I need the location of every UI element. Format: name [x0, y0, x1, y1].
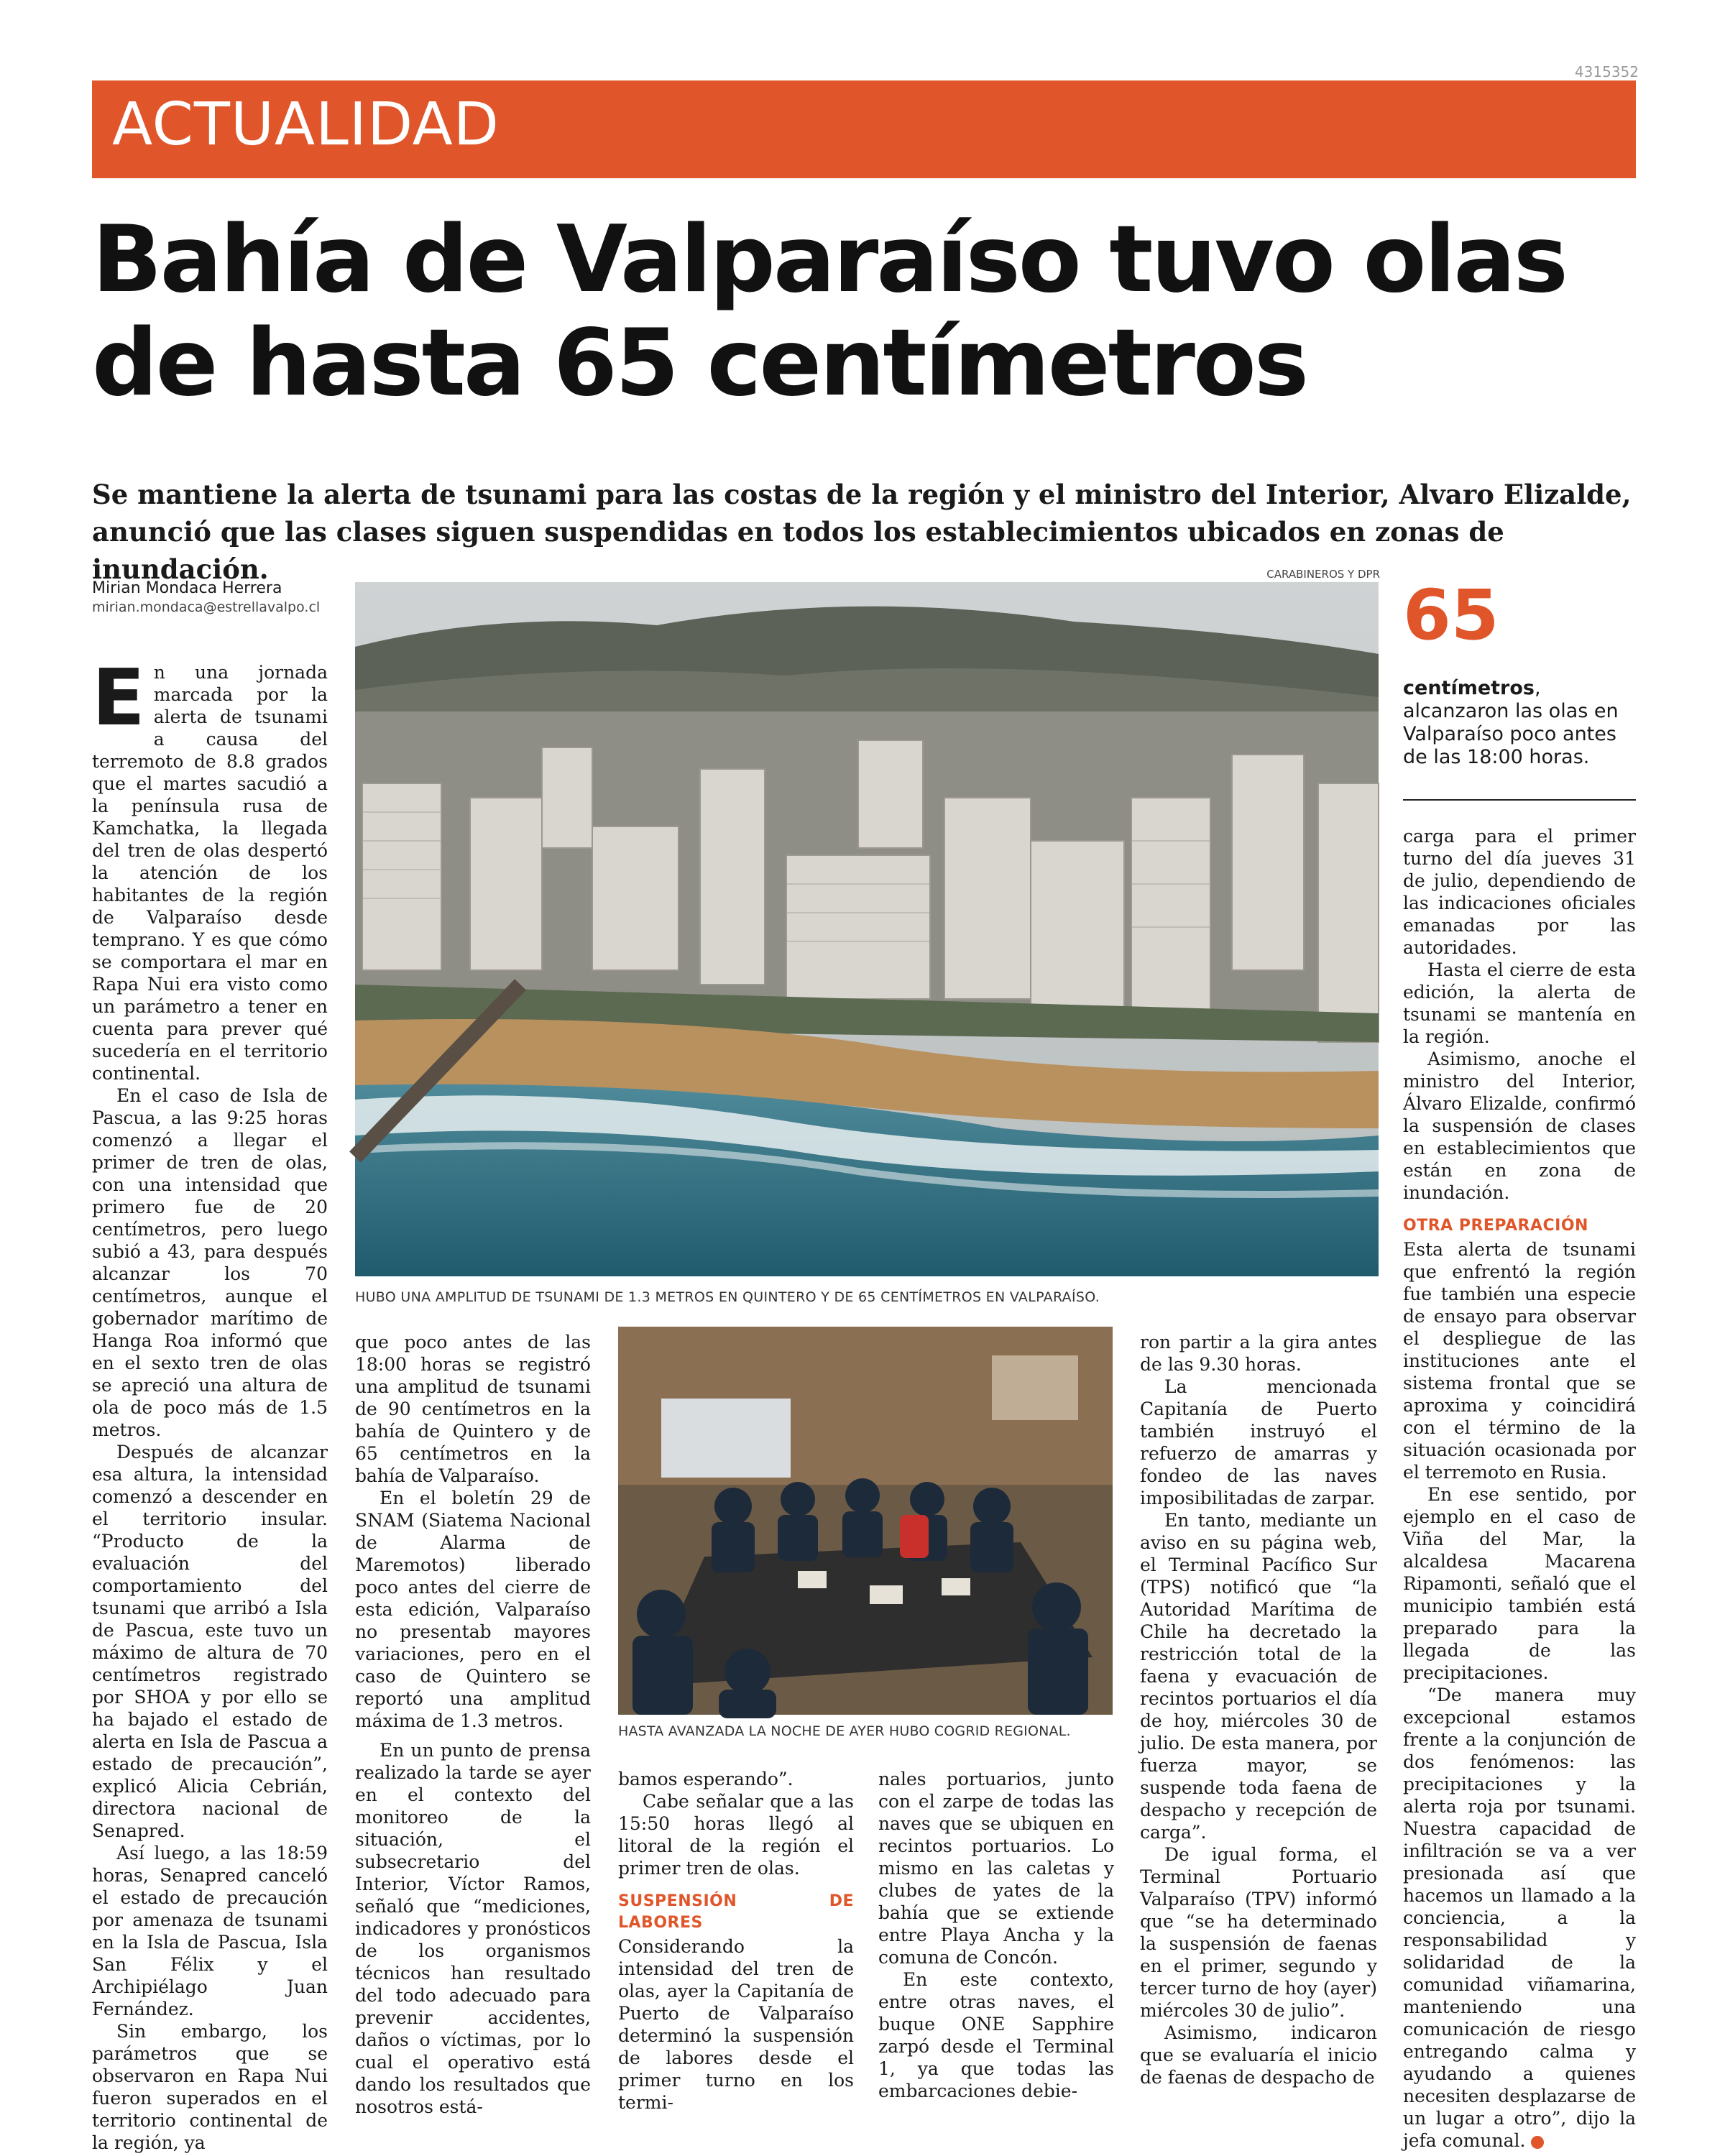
- body-column-5: [1403, 825, 1636, 2151]
- photo-caption-meeting: HASTA AVANZADA LA NOCHE DE AYER HUBO COGRID REGIONAL.: [618, 1723, 1071, 1739]
- paragraph: Después de alcanzar esa altura, la intensidad comenzó a descender en el territorio insular. “Producto de la evaluación del comportamiento del tsunami que arribó a Isla de Pascua, este tuvo un máximo de altura de 70 centímetros registrado por SHOA y por ello se ha bajado el estado de alerta en Isla de Pascua a estado de precaución”, explicó Alicia Cebrián, directora nacional de Senapred.: [92, 1442, 328, 1841]
- paragraph: [1403, 1684, 1636, 2152]
- paragraph: En tanto, mediante un aviso en su página web, el Terminal Pacífico Sur (TPS) notificó que “la Autoridad Marítima de Chile ha decretado la restricción total de la faena y evacuación de recintos portuarios el día de hoy, miércoles 30 de julio. De esta manera, por fuerza mayor, se suspende toda faena de despacho y recepción de carga”.: [1140, 1510, 1377, 1843]
- headline: [92, 208, 1636, 415]
- paragraph: que poco antes de las 18:00 horas se registró una amplitud de tsunami de 90 centímetros en la bahía de Quintero y de 65 centímetros en la bahía de Valparaíso.: [355, 1332, 591, 1486]
- body-column-4: [1140, 1331, 1377, 2122]
- body-column-3: [618, 1768, 854, 2127]
- photo-meeting-room: [618, 1327, 1113, 1715]
- dropcap: E: [92, 653, 145, 743]
- paragraph: En este contexto, entre otras naves, el buque ONE Sapphire zarpó desde el Terminal 1, ya que todas las embarcaciones debie-: [878, 1969, 1114, 2101]
- paragraph: En el boletín 29 de SNAM (Siatema Nacional de Alarma de Maremotos) liberado poco antes del cierre de esta edición, Valparaíso no presentab mayores variaciones, pero en el caso de Quintero se reportó una amplitud máxima de 1.3 metros.: [355, 1488, 591, 1731]
- paragraph: En el caso de Isla de Pascua, a las 9:25 horas comenzó a llegar el primer de tren de olas, con una intensidad que primero fue de 20 centímetros, pero luego subió a 43, para después alcanzar los 70 centímetros, aunque el gobernador marítimo de Hanga Roa informó que en el sexto tren de olas se apreció una altura de ola de poco más de 1.5 metros.: [92, 1085, 328, 1440]
- paragraph: Cabe señalar que a las 15:50 horas llegó al litoral de la región el primer tren de olas.: [618, 1791, 854, 1879]
- fact-divider: [1403, 799, 1636, 801]
- fact-text-bold: centímetros: [1403, 677, 1535, 699]
- photo-caption-main: HUBO UNA AMPLITUD DE TSUNAMI DE 1.3 METROS EN QUINTERO Y DE 65 CENTÍMETROS EN VALPARAÍSO.: [355, 1289, 1100, 1305]
- meeting-illustration: [618, 1327, 1113, 1715]
- photo-credit: CARABINEROS Y DPR: [1266, 568, 1380, 581]
- paragraph: ron partir a la gira antes de las 9.30 horas.: [1140, 1332, 1377, 1375]
- deck-summary: Se mantiene la alerta de tsunami para las costas de la región y el ministro del Interior, Alvaro Elizalde, anunció que las clases siguen suspendidas en todos los establecimientos ubicados en zonas de inundación.: [92, 479, 1632, 585]
- fact-text-rest: , alcanzaron las olas en Valparaíso poco antes de las 18:00 horas.: [1403, 677, 1619, 768]
- body-column-2-top: [355, 1331, 591, 1762]
- body-column-3c: [878, 1768, 1114, 2127]
- paragraph: De igual forma, el Terminal Portuario Valparaíso (TPV) informó que “se ha determinado la suspensión de faenas en el primer, segundo y tercer turno de hoy (ayer) miércoles 30 de julio”.: [1140, 1844, 1377, 2021]
- byline-email: mirian.mondaca@estrellavalpo.cl: [92, 599, 321, 615]
- paragraph: Considerando la intensidad del tren de olas, ayer la Capitanía de Puerto de Valparaíso determinó la suspensión de labores desde el primer turno en los termi-: [618, 1936, 854, 2113]
- fact-number: 65: [1403, 575, 1499, 655]
- section-bar: [92, 80, 1636, 178]
- aerial-coast-illustration: [355, 582, 1379, 1276]
- subhead-suspension-labores: SUSPENSIÓN DE LABORES: [618, 1892, 854, 1932]
- paragraph: carga para el primer turno del día jueves 31 de julio, dependiendo de las indicaciones oficiales emanadas por las autoridades.: [1403, 826, 1636, 958]
- paragraph: Sin embargo, los parámetros que se observaron en Rapa Nui fueron superados en el territorio continental de la región, ya: [92, 2021, 328, 2153]
- paragraph: Así luego, a las 18:59 horas, Senapred canceló el estado de precaución por amenaza de tsunami en la Isla de Pascua, Isla San Félix y el Archipiélago Juan Fernández.: [92, 1843, 328, 2019]
- end-mark-icon: +: [1531, 2136, 1544, 2149]
- photo-aerial-coast: [355, 582, 1379, 1276]
- body-column-2-bottom: [355, 1739, 591, 2127]
- paragraph-text: n una jornada marcada por la alerta de tsunami a causa del terremoto de 8.8 grados que el martes sacudió a la península rusa de Kamchatka, la llegada del tren de olas despertó la atención de los habitantes de la región de Valparaíso desde temprano. Y es que cómo se comportara el mar en Rapa Nui era visto como un parámetro a tener en cuenta para prever qué sucedería en el territorio continental.: [92, 662, 328, 1084]
- paragraph: nales portuarios, junto con el zarpe de todas las naves que se ubiquen en recintos portuarios. Lo mismo en las caletas y clubes de yates de la bahía que se extiende entre Playa Ancha y la comuna de Concón.: [878, 1769, 1114, 1968]
- headline-line-2: de hasta 65 centímetros: [92, 310, 1307, 417]
- paragraph: La mencionada Capitanía de Puerto también instruyó el refuerzo de amarras y fondeo de las naves imposibilitadas de zarpar.: [1140, 1376, 1377, 1508]
- section-label: ACTUALIDAD: [112, 91, 500, 159]
- paragraph: [92, 653, 328, 1084]
- paragraph: bamos esperando”.: [618, 1769, 794, 1789]
- page-id: 4315352: [1574, 63, 1639, 80]
- paragraph: Hasta el cierre de esta edición, la alerta de tsunami se mantenía en la región.: [1403, 959, 1636, 1047]
- paragraph: Asimismo, anoche el ministro del Interior, Álvaro Elizalde, confirmó la suspensión de clases en establecimientos que están en zona de inundación.: [1403, 1049, 1636, 1203]
- subhead-otra-preparacion: OTRA PREPARACIÓN: [1403, 1217, 1588, 1235]
- paragraph: En ese sentido, por ejemplo en el caso de Viña del Mar, la alcaldesa Macarena Ripamonti, señaló que el municipio también está preparado para la llegada de las precipitaciones.: [1403, 1484, 1636, 1683]
- fact-text: [1403, 677, 1636, 769]
- paragraph: En un punto de prensa realizado la tarde se ayer en el contexto del monitoreo de la situación, el subsecretario del Interior, Víctor Ramos, señaló que “mediciones, indicadores y pronósticos de los organismos técnicos han resultado del todo adecuado para prevenir accidentes, daños o víctimas, por lo cual el operativo está dando los resultados que nosotros está-: [355, 1740, 591, 2117]
- body-column-1: [92, 653, 328, 2153]
- paragraph: Asimismo, indicaron que se evaluaría el inicio de faenas de despacho de: [1140, 2022, 1377, 2088]
- paragraph: Esta alerta de tsunami que enfrentó la región fue también una especie de ensayo para observar el despliegue de las instituciones ante el sistema frontal que se aproxima y coincidirá con el término de la situación ocasionada por el terremoto en Rusia.: [1403, 1239, 1636, 1483]
- byline-name: Mirian Mondaca Herrera: [92, 579, 282, 597]
- paragraph-text: “De manera muy excepcional estamos frente a la conjunción de dos fenómenos: las precipitaciones y la alerta roja por tsunami. Nuestra capacidad de infiltración se va a ver presionada así que hacemos un llamado a la conciencia, a la responsabilidad y solidaridad de la comunidad viñamarina, manteniendo una comunicación de riesgo entregando calma y ayudando a quienes necesiten desplazarse de un lugar a otro”, dijo la jefa comunal.: [1403, 1685, 1636, 2151]
- headline-line-1: Bahía de Valparaíso tuvo olas: [92, 206, 1566, 313]
